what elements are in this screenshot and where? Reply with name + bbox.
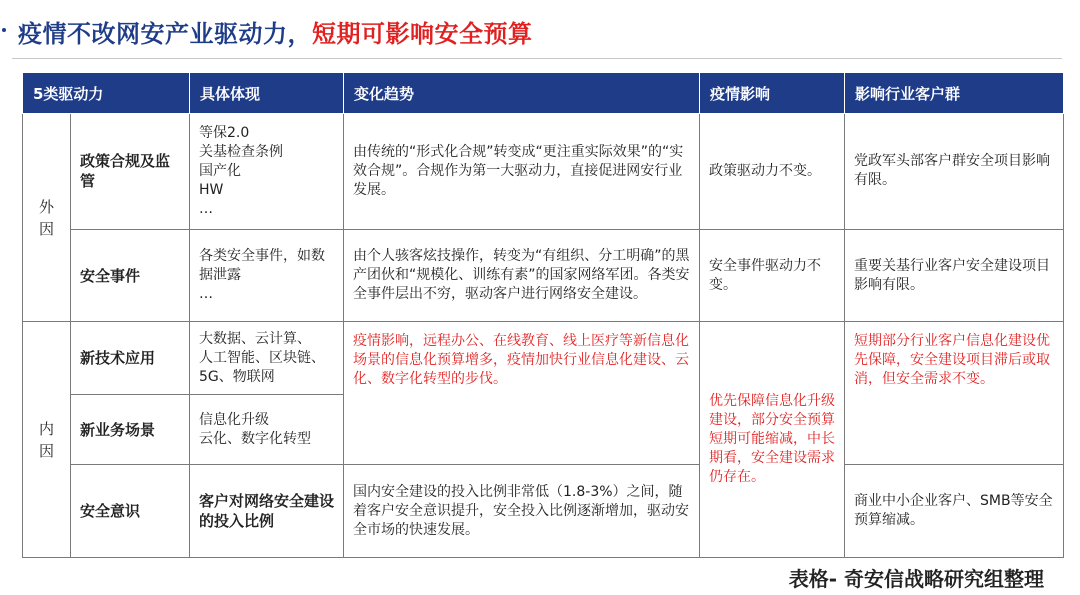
bullet-marker: [2, 28, 6, 32]
row-name: 安全事件: [71, 229, 190, 322]
title-part-1: 疫情不改网安产业驱动力，: [18, 20, 312, 48]
row-name: 新业务场景: [71, 394, 190, 464]
page-title: [18, 14, 533, 49]
header-impact: 疫情影响: [700, 73, 845, 114]
row-customers: 重要关基行业客户安全建设项目影响有限。: [845, 229, 1064, 322]
header-trend: 变化趋势: [344, 73, 700, 114]
table-header-row: [23, 73, 1064, 114]
row-name: 政策合规及监管: [71, 114, 190, 230]
row-detail: 各类安全事件，如数据泄露 …: [190, 229, 344, 322]
row-trend: 由传统的“形式化合规”转变成“更注重实际效果”的“实效合规”。合规作为第一大驱动力，直接促进网安行业发展。: [344, 114, 700, 230]
table-row: [23, 229, 1064, 322]
title-part-2: 短期可影响安全预算: [312, 20, 533, 48]
group-internal: 内 因: [23, 322, 71, 558]
row-customers: 商业中小企业客户、SMB等安全预算缩减。: [845, 465, 1064, 558]
source-caption: 表格- 奇安信战略研究组整理: [788, 567, 1044, 591]
group-external: 外 因: [23, 114, 71, 322]
row-detail: 等保2.0 关基检查条例 国产化 HW …: [190, 114, 344, 230]
header-customers: 影响行业客户群: [845, 73, 1064, 114]
row-trend: 疫情影响，远程办公、在线教育、线上医疗等新信息化场景的信息化预算增多，疫情加快行业信息化建设、云化、数字化转型的步伐。: [344, 322, 700, 465]
row-detail: 信息化升级 云化、数字化转型: [190, 394, 344, 464]
table-row: [23, 465, 1064, 558]
row-impact: 优先保障信息化升级建设，部分安全预算短期可能缩减，中长期看，安全建设需求仍存在。: [700, 322, 845, 558]
row-name: 新技术应用: [71, 322, 190, 394]
row-impact: 安全事件驱动力不变。: [700, 229, 845, 322]
row-trend: 国内安全建设的投入比例非常低（1.8-3%）之间，随着客户安全意识提升，安全投入比例逐渐增加，驱动安全市场的快速发展。: [344, 465, 700, 558]
table-row: [23, 322, 1064, 394]
row-impact: 政策驱动力不变。: [700, 114, 845, 230]
table-row: [23, 114, 1064, 230]
row-customers: 短期部分行业客户信息化建设优先保障，安全建设项目滞后或取消，但安全需求不变。: [845, 322, 1064, 465]
row-customers: 党政军头部客户群安全项目影响有限。: [845, 114, 1064, 230]
row-trend: 由个人骇客炫技操作，转变为“有组织、分工明确”的黑产团伙和“规模化、训练有素”的国家网络军团。各类安全事件层出不穷，驱动客户进行网络安全建设。: [344, 229, 700, 322]
row-name: 安全意识: [71, 465, 190, 558]
driver-table: [22, 72, 1064, 558]
row-detail: 大数据、云计算、 人工智能、区块链、 5G、物联网: [190, 322, 344, 394]
row-detail: 客户对网络安全建设的投入比例: [190, 465, 344, 558]
title-divider: [12, 58, 1062, 59]
header-detail: 具体体现: [190, 73, 344, 114]
header-drivers: 5类驱动力: [23, 73, 190, 114]
